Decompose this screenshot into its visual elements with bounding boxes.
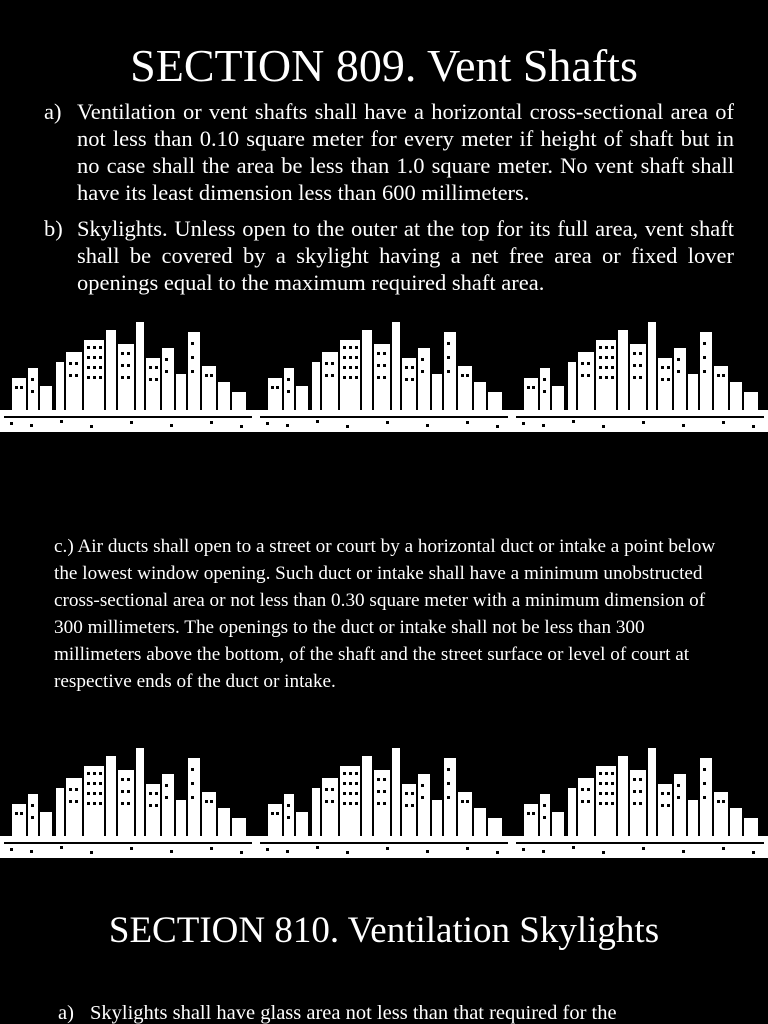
list-item xyxy=(44,98,734,206)
list-item xyxy=(44,215,734,296)
list-item-text: Ventilation or vent shafts shall have a horizontal cross-sectional area of not less than 0.10 square meter for every meter if height of shaft but in no case shall the area be less than 1.0 square meter. No vent shaft shall have its least dimension less than 600 millimeters. xyxy=(77,99,734,205)
slide-title: SECTION 810. Ventilation Skylights xyxy=(108,910,660,951)
city-skyline-decoration xyxy=(0,322,768,432)
slide-title: SECTION 809. Vent Shafts xyxy=(130,40,638,91)
air-duct-paragraph: c.) Air ducts shall open to a street or court by a horizontal duct or intake a point below the lowest window opening. Such duct or intake shall have a minimum unobstructed cross-sectional area or not less than 0.30 square meter with a minimum dimension of 300 millimeters. The openings to the duct or intake shall not be less than 300 millimeters above the bottom, of the shaft and the street surface or level of court at respective ends of the duct or intake. xyxy=(54,536,716,693)
list-item xyxy=(58,1000,710,1024)
list-marker: b) xyxy=(44,216,63,241)
city-skyline-decoration xyxy=(0,748,768,858)
list-item-text: Skylights shall have glass area not less than that required for the xyxy=(90,1002,617,1024)
slide-ventilation-skylights xyxy=(0,866,768,1024)
requirements-list xyxy=(44,98,734,305)
list-item-text: Skylights. Unless open to the outer at the top for its full area, vent shaft shall be covered by a skylight having a net free area or fixed lover openings equal to the maximum required shaft area. xyxy=(77,216,734,295)
list-marker: a) xyxy=(58,1002,74,1024)
slide-air-ducts xyxy=(0,432,768,866)
slide-vent-shafts xyxy=(0,0,768,432)
list-marker: a) xyxy=(44,99,62,124)
